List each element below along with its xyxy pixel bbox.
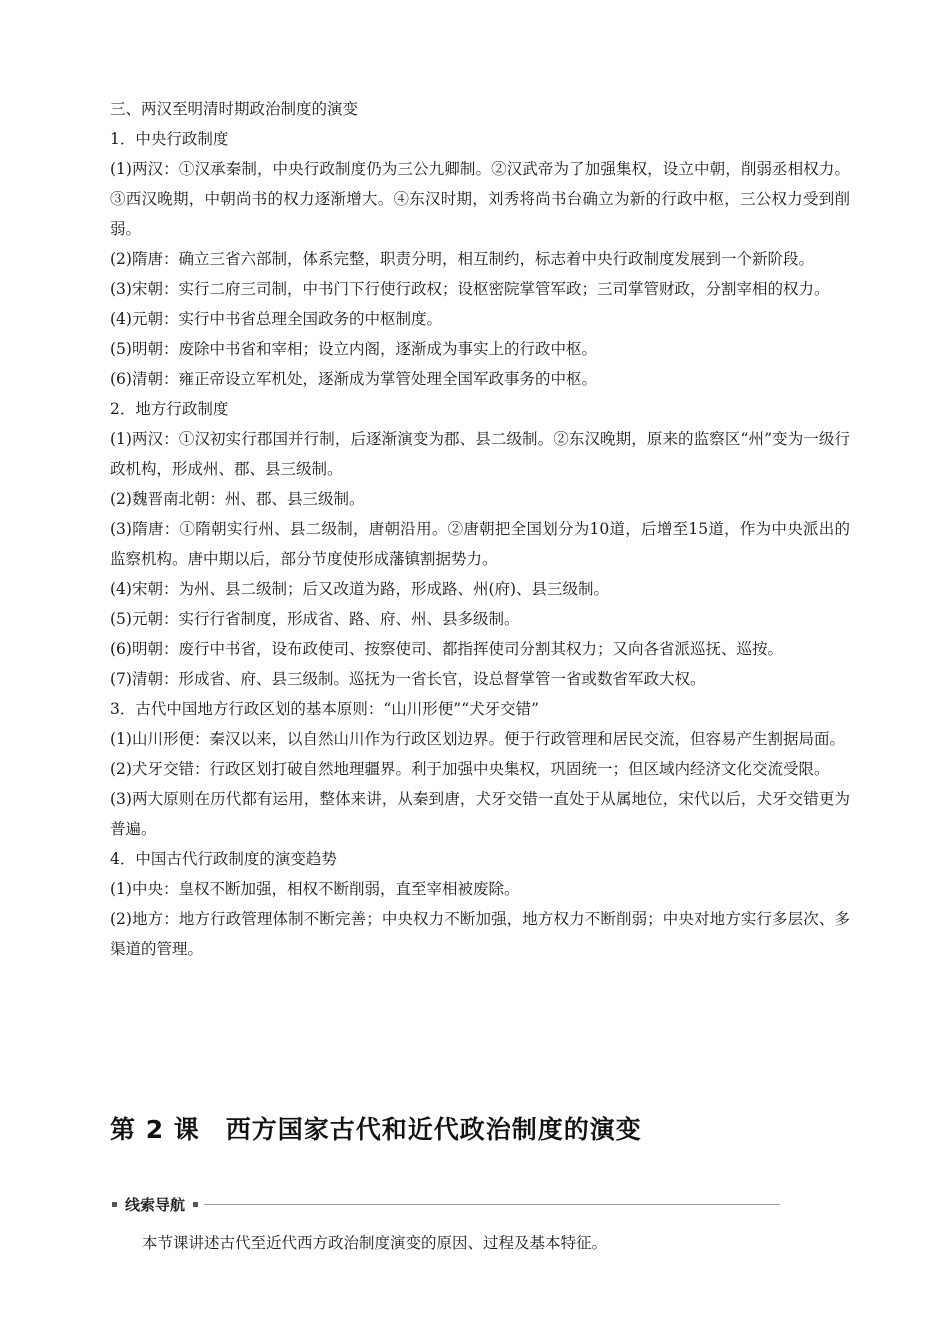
- heading-local-admin: 2．地方行政制度: [110, 400, 229, 418]
- paragraph: (1)两汉：①汉初实行郡国并行制，后逐渐演变为郡、县二级制。②东汉晚期，原来的监察区“州”变为一级行政机构，形成州、郡、县三级制。: [110, 430, 850, 478]
- paragraph: (3)两大原则在历代都有运用，整体来讲，从秦到唐，犬牙交错一直处于从属地位，宋代以后，犬牙交错更为普遍。: [110, 790, 850, 838]
- section-title: 三、两汉至明清时期政治制度的演变: [110, 100, 359, 118]
- paragraph: (4)宋朝：为州、县二级制；后又改道为路，形成路、州(府)、县三级制。: [110, 580, 610, 598]
- paragraph: (1)中央：皇权不断加强，相权不断削弱，直至宰相被废除。: [110, 880, 520, 898]
- paragraph: (1)山川形便：秦汉以来，以自然山川作为行政区划边界。便于行政管理和居民交流，但容易产生割据局面。: [110, 730, 845, 748]
- heading-principles: 3．古代中国地方行政区划的基本原则：“山川形便”“犬牙交错”: [110, 700, 540, 718]
- paragraph: (6)明朝：废行中书省，设布政使司、按察使司、都指挥使司分割其权力；又向各省派巡抚、巡按。: [110, 640, 783, 658]
- guide-bar: [112, 1192, 780, 1216]
- paragraph: (6)清朝：雍正帝设立军机处，逐渐成为掌管处理全国军政事务的中枢。: [110, 370, 597, 388]
- square-bullet-icon: [193, 1202, 198, 1207]
- paragraph: (7)清朝：形成省、府、县三级制。巡抚为一省长官，设总督掌管一省或数省军政大权。: [110, 670, 706, 688]
- paragraph: (2)魏晋南北朝：州、郡、县三级制。: [110, 490, 365, 508]
- paragraph: (2)地方：地方行政管理体制不断完善；中央权力不断加强，地方权力不断削弱；中央对地方实行多层次、多渠道的管理。: [110, 910, 850, 958]
- paragraph: (2)隋唐：确立三省六部制，体系完整，职责分明，相互制约，标志着中央行政制度发展到一个新阶段。: [110, 250, 814, 268]
- paragraph: (3)宋朝：实行二府三司制，中书门下行使行政权；设枢密院掌管军政；三司掌管财政，分割宰相的权力。: [110, 280, 830, 298]
- heading-trend: 4．中国古代行政制度的演变趋势: [110, 850, 337, 868]
- paragraph: (1)两汉：①汉承秦制，中央行政制度仍为三公九卿制。②汉武帝为了加强集权，设立中朝，削弱丞相权力。③西汉晚期，中朝尚书的权力逐渐增大。④东汉时期，刘秀将尚书台确立为新的行政中枢，三公权力受到削弱。: [110, 160, 850, 238]
- guide-text: 本节课讲述古代至近代西方政治制度演变的原因、过程及基本特征。: [142, 1234, 608, 1252]
- divider: [204, 1204, 780, 1205]
- paragraph: (2)犬牙交错：行政区划打破自然地理疆界。利于加强中央集权，巩固统一；但区域内经济文化交流受限。: [110, 760, 830, 778]
- main-content: [110, 94, 850, 964]
- paragraph: (5)元朝：实行行省制度，形成省、路、府、州、县多级制。: [110, 610, 520, 628]
- paragraph: (5)明朝：废除中书省和宰相；设立内阁，逐渐成为事实上的行政中枢。: [110, 340, 597, 358]
- paragraph: (3)隋唐：①隋朝实行州、县二级制，唐朝沿用。②唐朝把全国划分为10道，后增至15道，作为中央派出的监察机构。唐中期以后，部分节度使形成藩镇割据势力。: [110, 520, 850, 568]
- lesson-title: 第 2 课 西方国家古代和近代政治制度的演变: [110, 1115, 642, 1144]
- paragraph: (4)元朝：实行中书省总理全国政务的中枢制度。: [110, 310, 442, 328]
- guide-label: 线索导航: [125, 1195, 186, 1214]
- square-bullet-icon: [112, 1202, 117, 1207]
- heading-central-admin: 1．中央行政制度: [110, 130, 229, 148]
